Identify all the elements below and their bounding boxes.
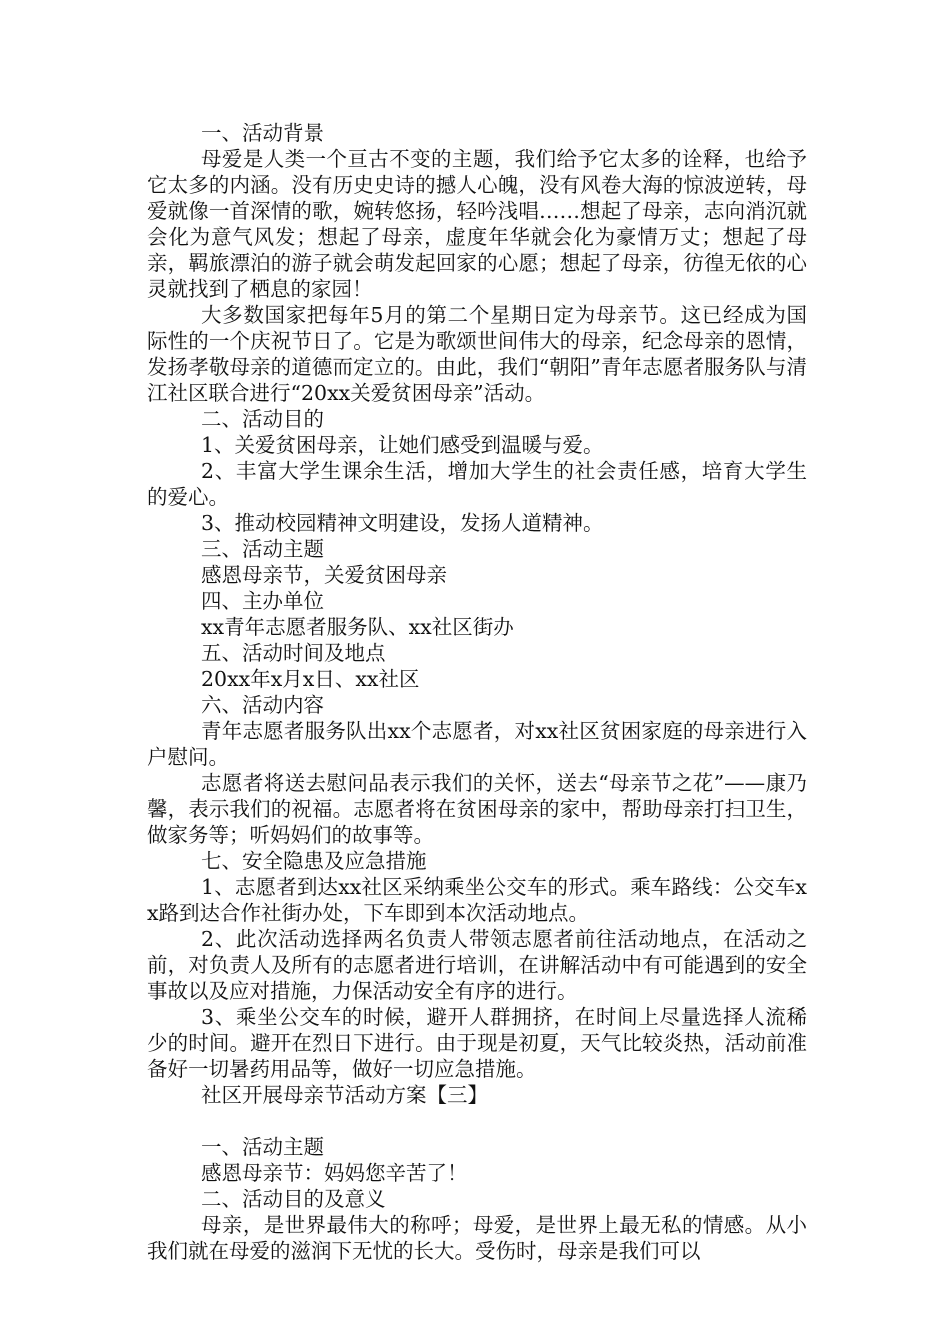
paragraph: 大多数国家把每年5月的第二个星期日定为母亲节。这已经成为国际性的一个庆祝节日了。它是为歌颂世间伟大的母亲，纪念母亲的恩情，发扬孝敬母亲的道德而定立的。由此，我们“朝阳”青年志愿者服务队与清江社区联合进行“20xx关爱贫困母亲”活动。 (147, 303, 807, 405)
list-item: 2、此次活动选择两名负责人带领志愿者前往活动地点，在活动之前，对负责人及所有的志愿者进行培训，在讲解活动中有可能遇到的安全事故以及应对措施，力保活动安全有序的进行。 (147, 927, 807, 1003)
list-item: 3、乘坐公交车的时候，避开人群拥挤，在时间上尽量选择人流稀少的时间。避开在烈日下进行。由于现是初夏，天气比较炎热，活动前准备好一切暑药用品等，做好一切应急措施。 (147, 1005, 807, 1081)
document-body (147, 120, 807, 1264)
paragraph: 感恩母亲节，关爱贫困母亲 (201, 563, 447, 587)
list-item: 1、志愿者到达xx社区采纳乘坐公交车的形式。乘车路线：公交车xx路到达合作社街办处，下车即到本次活动地点。 (147, 875, 807, 925)
paragraph: 青年志愿者服务队出xx个志愿者，对xx社区贫困家庭的母亲进行入户慰问。 (147, 719, 807, 769)
list-item: 1、关爱贫困母亲，让她们感受到温暖与爱。 (201, 433, 604, 457)
section-heading: 七、安全隐患及应急措施 (201, 849, 427, 873)
paragraph: 母亲，是世界最伟大的称呼；母爱，是世界上最无私的情感。从小我们就在母爱的滋润下无忧的长大。受伤时，母亲是我们可以 (147, 1213, 807, 1263)
section-heading: 一、活动主题 (201, 1135, 324, 1159)
section-heading: 三、活动主题 (201, 537, 324, 561)
paragraph: 感恩母亲节：妈妈您辛苦了！ (201, 1161, 468, 1185)
paragraph: 志愿者将送去慰问品表示我们的关怀，送去“母亲节之花”——康乃馨，表示我们的祝福。志愿者将在贫困母亲的家中，帮助母亲打扫卫生，做家务等；听妈妈们的故事等。 (147, 771, 807, 847)
section-heading: 二、活动目的及意义 (201, 1187, 386, 1211)
list-item: 2、丰富大学生课余生活，增加大学生的社会责任感，培育大学生的爱心。 (147, 459, 807, 509)
paragraph: xx青年志愿者服务队、xx社区街办 (201, 615, 514, 639)
section-heading: 六、活动内容 (201, 693, 324, 717)
document-section-title: 社区开展母亲节活动方案【三】 (201, 1083, 488, 1107)
blank-line (147, 1108, 807, 1134)
section-heading: 二、活动目的 (201, 407, 324, 431)
paragraph: 20xx年x月x日、xx社区 (201, 667, 420, 691)
section-heading: 四、主办单位 (201, 589, 324, 613)
paragraph: 母爱是人类一个亘古不变的主题，我们给予它太多的诠释，也给予它太多的内涵。没有历史史诗的撼人心魄，没有风卷大海的惊波逆转，母爱就像一首深情的歌，婉转悠扬，轻吟浅唱……想起了母亲，志向消沉就会化为意气风发；想起了母亲，虚度年华就会化为豪情万丈；想起了母亲，羁旅漂泊的游子就会萌发起回家的心愿；想起了母亲，彷徨无依的心灵就找到了栖息的家园！ (147, 147, 807, 301)
list-item: 3、推动校园精神文明建设，发扬人道精神。 (201, 511, 604, 535)
section-heading: 一、活动背景 (201, 121, 324, 145)
section-heading: 五、活动时间及地点 (201, 641, 386, 665)
